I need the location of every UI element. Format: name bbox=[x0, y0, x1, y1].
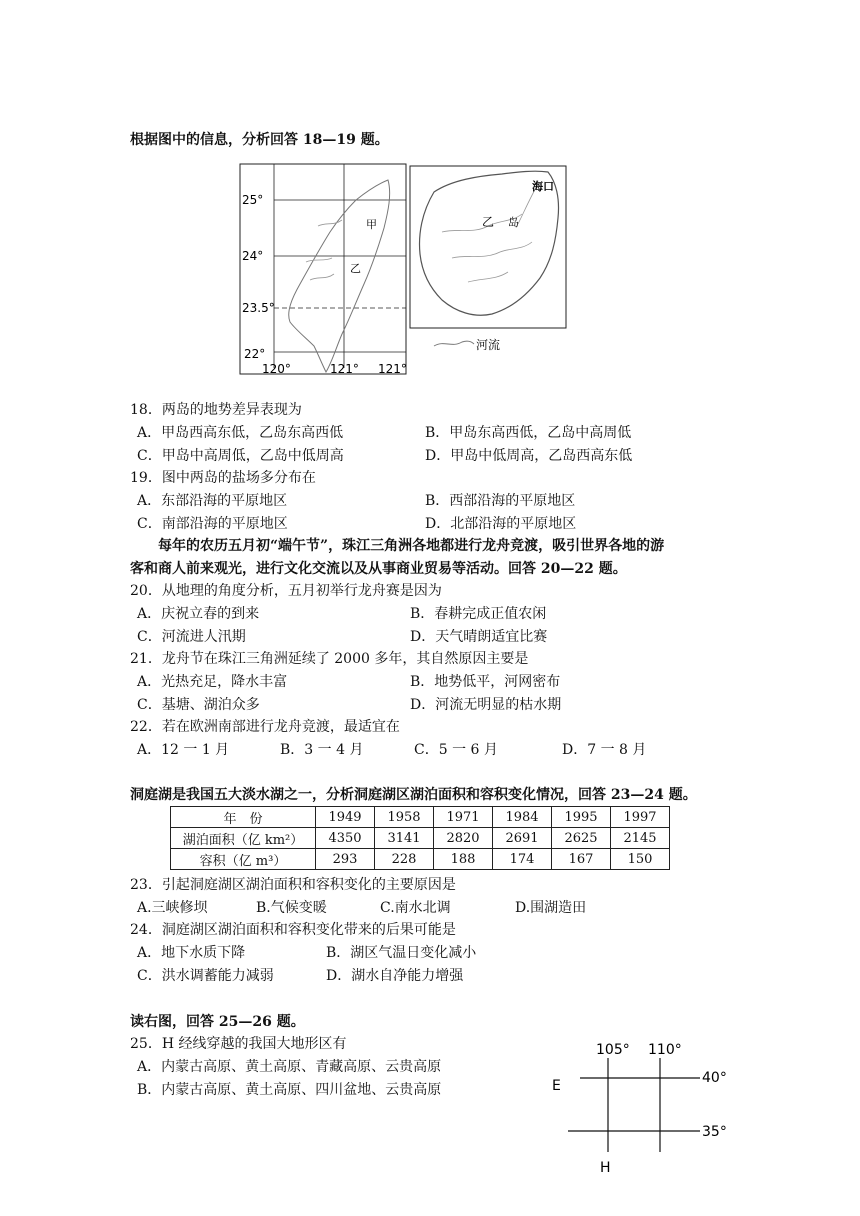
question-23-stem: 23．引起洞庭湖区湖泊面积和容积变化的主要原因是 bbox=[130, 877, 456, 893]
grid-label-e: E bbox=[552, 1078, 561, 1094]
lat-lon-grid-diagram bbox=[540, 1040, 740, 1180]
question-21-option-d: D．河流无明显的枯水期 bbox=[410, 697, 562, 713]
label-haikou: 海口 bbox=[532, 180, 554, 193]
table-cell: 1958 bbox=[375, 807, 434, 828]
question-24-option-d: D．湖水自净能力增强 bbox=[326, 968, 464, 984]
table-cell: 2691 bbox=[493, 828, 552, 849]
lon-label-120: 120° bbox=[262, 362, 291, 376]
table-cell: 167 bbox=[552, 849, 611, 870]
grid-lon-105: 105° bbox=[596, 1042, 630, 1058]
taiwan-map bbox=[240, 164, 407, 376]
question-19-stem: 19．图中两岛的盐场多分布在 bbox=[130, 470, 316, 486]
question-25-stem: 25．H 经线穿越的我国大地形区有 bbox=[130, 1036, 347, 1052]
question-23-option-b: B.气候变暖 bbox=[256, 900, 327, 916]
question-19-option-c: C．南部沿海的平原地区 bbox=[137, 516, 288, 532]
question-22-option-d: D．7 一 8 月 bbox=[562, 742, 647, 758]
question-19-option-b: B．西部沿海的平原地区 bbox=[425, 493, 576, 509]
question-21-option-b: B．地势低平，河网密布 bbox=[410, 674, 561, 690]
question-23-option-d: D.围湖造田 bbox=[515, 900, 587, 916]
question-18-option-a: A．甲岛西高东低，乙岛东高西低 bbox=[137, 425, 344, 441]
grid-lat-35: 35° bbox=[702, 1124, 727, 1140]
table-cell: 1997 bbox=[611, 807, 670, 828]
label-jia: 甲 bbox=[366, 218, 377, 231]
table-cell: 2145 bbox=[611, 828, 670, 849]
question-22-option-a: A．12 一 1 月 bbox=[137, 742, 230, 758]
question-20-stem: 20．从地理的角度分析，五月初举行龙舟赛是因为 bbox=[130, 583, 442, 599]
section-intro-25-26: 读右图，回答 25—26 题。 bbox=[130, 1014, 305, 1030]
question-20-option-a: A．庆祝立春的到来 bbox=[137, 606, 260, 622]
question-23-option-a: A.三峡修坝 bbox=[137, 900, 208, 916]
question-21-option-a: A．光热充足，降水丰富 bbox=[137, 674, 288, 690]
question-23-option-c: C.南水北调 bbox=[380, 900, 451, 916]
island-maps-figure bbox=[238, 162, 568, 380]
table-cell: 188 bbox=[434, 849, 493, 870]
table-cell: 228 bbox=[375, 849, 434, 870]
label-yi-left: 乙 bbox=[350, 262, 361, 275]
question-18-option-c: C．甲岛中高周低，乙岛中低周高 bbox=[137, 448, 344, 464]
table-row-area bbox=[171, 828, 670, 849]
table-cell: 1949 bbox=[316, 807, 375, 828]
label-dao-right: 岛 bbox=[508, 216, 519, 229]
hainan-map bbox=[410, 166, 566, 328]
section-intro-20-22-line2: 客和商人前来观光，进行文化交流以及从事商业贸易等活动。回答 20—22 题。 bbox=[130, 561, 627, 577]
section-intro-18-19: 根据图中的信息，分析回答 18—19 题。 bbox=[130, 132, 389, 148]
question-18-option-d: D．甲岛中低周高，乙岛西高东低 bbox=[425, 448, 633, 464]
question-20-option-c: C．河流进人汛期 bbox=[137, 629, 246, 645]
question-18-option-b: B．甲岛东高西低，乙岛中高周低 bbox=[425, 425, 632, 441]
question-24-option-b: B．湖区气温日变化减小 bbox=[326, 945, 477, 961]
lat-label-24: 24° bbox=[242, 249, 264, 263]
question-24-stem: 24．洞庭湖区湖泊面积和容积变化带来的后果可能是 bbox=[130, 922, 456, 938]
question-21-stem: 21．龙舟节在珠江三角洲延续了 2000 多年，其自然原因主要是 bbox=[130, 651, 529, 667]
question-18-stem: 18．两岛的地势差异表现为 bbox=[130, 402, 302, 418]
question-22-option-b: B．3 一 4 月 bbox=[280, 742, 364, 758]
question-19-option-a: A．东部沿海的平原地区 bbox=[137, 493, 288, 509]
table-cell: 1984 bbox=[493, 807, 552, 828]
table-cell: 150 bbox=[611, 849, 670, 870]
lon-label-121: 121° bbox=[330, 362, 359, 376]
label-yi-right: 乙 bbox=[482, 215, 495, 229]
lake-data-table bbox=[170, 806, 670, 870]
table-cell: 1995 bbox=[552, 807, 611, 828]
table-cell: 293 bbox=[316, 849, 375, 870]
table-cell: 2820 bbox=[434, 828, 493, 849]
lat-label-25: 25° bbox=[242, 193, 264, 207]
table-cell: 1971 bbox=[434, 807, 493, 828]
table-row-years bbox=[171, 807, 670, 828]
question-20-option-b: B．春耕完成正值农闲 bbox=[410, 606, 547, 622]
table-cell: 174 bbox=[493, 849, 552, 870]
question-24-option-c: C．洪水调蓄能力减弱 bbox=[137, 968, 274, 984]
grid-lon-110: 110° bbox=[648, 1042, 682, 1058]
section-intro-23-24: 洞庭湖是我国五大淡水湖之一，分析洞庭湖区湖泊面积和容积变化情况，回答 23—24 题。 bbox=[130, 787, 697, 803]
table-header-area: 湖泊面积（亿 km²） bbox=[171, 828, 316, 849]
question-20-option-d: D．天气晴朗适宜比赛 bbox=[410, 629, 548, 645]
question-22-option-c: C．5 一 6 月 bbox=[414, 742, 498, 758]
lat-label-23-5: 23.5° bbox=[242, 301, 275, 315]
table-cell: 4350 bbox=[316, 828, 375, 849]
table-header-volume: 容积（亿 m³） bbox=[171, 849, 316, 870]
question-19-option-d: D．北部沿海的平原地区 bbox=[425, 516, 577, 532]
question-21-option-c: C．基塘、湖泊众多 bbox=[137, 697, 260, 713]
table-header-year: 年 份 bbox=[171, 807, 316, 828]
lat-label-22: 22° bbox=[244, 347, 266, 361]
section-intro-20-22-line1: 每年的农历五月初“端午节”，珠江三角洲各地都进行龙舟竞渡，吸引世界各地的游 bbox=[158, 538, 665, 554]
lon-label-121b: 121° bbox=[378, 362, 407, 376]
grid-label-h: H bbox=[600, 1160, 611, 1176]
question-25-option-b: B．内蒙古高原、黄土高原、四川盆地、云贵高原 bbox=[137, 1082, 442, 1098]
table-row-volume bbox=[171, 849, 670, 870]
table-cell: 3141 bbox=[375, 828, 434, 849]
legend-river-label: 河流 bbox=[476, 338, 501, 352]
river-legend bbox=[434, 337, 500, 352]
table-cell: 2625 bbox=[552, 828, 611, 849]
question-25-option-a: A．内蒙古高原、黄土高原、青藏高原、云贵高原 bbox=[137, 1059, 442, 1075]
question-22-stem: 22．若在欧洲南部进行龙舟竞渡，最适宜在 bbox=[130, 719, 400, 735]
question-24-option-a: A．地下水质下降 bbox=[137, 945, 246, 961]
grid-lat-40: 40° bbox=[702, 1070, 727, 1086]
